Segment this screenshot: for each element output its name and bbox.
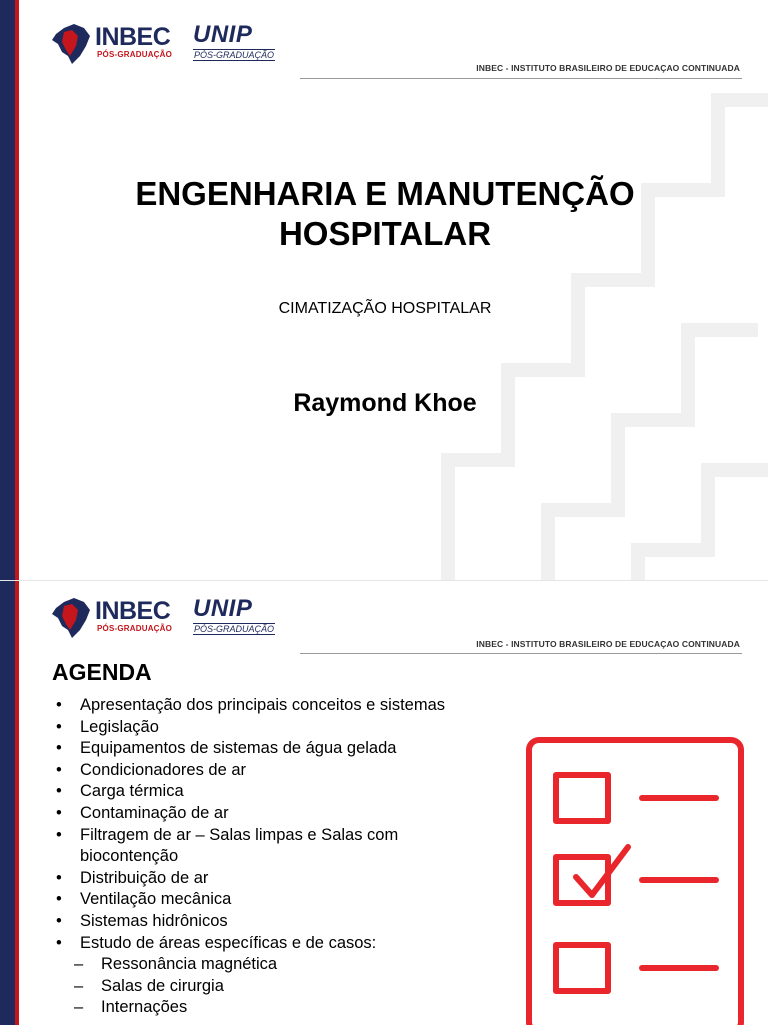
agenda-title: AGENDA	[52, 659, 152, 685]
agenda-item	[56, 868, 526, 890]
logo-group	[50, 22, 300, 70]
checklist-icon	[524, 735, 746, 1025]
agenda-item-text: Condicionadores de ar	[80, 760, 247, 779]
agenda-item-text: Legislação	[80, 717, 159, 736]
unip-logo-subtitle: PÓS-GRADUAÇÃO	[194, 624, 275, 634]
inbec-logo-text: INBEC	[95, 597, 171, 625]
course-title	[40, 174, 730, 254]
bullet-icon: •	[56, 933, 62, 952]
agenda-item	[56, 803, 526, 825]
dash-bullet-icon: –	[74, 955, 84, 974]
agenda-item-text: Equipamentos de sistemas de água gelada	[80, 739, 397, 758]
title-line-1: ENGENHARIA E MANUTENÇÃO	[135, 175, 635, 212]
agenda-item-text: Salas de cirurgia	[101, 976, 224, 995]
agenda-item-text: Distribuição de ar	[80, 868, 209, 887]
agenda-item-text: biocontenção	[80, 847, 179, 866]
agenda-item	[56, 954, 526, 976]
inbec-logo-subtitle: PÓS-GRADUAÇÃO	[97, 624, 173, 633]
agenda-item	[56, 911, 526, 933]
bullet-icon: •	[56, 890, 62, 909]
agenda-item	[56, 976, 526, 998]
inbec-logo-subtitle: PÓS-GRADUAÇÃO	[97, 50, 173, 59]
agenda-item-text: Internações	[101, 998, 188, 1017]
bullet-icon: •	[56, 782, 62, 801]
dash-bullet-icon: –	[74, 976, 84, 995]
agenda-item	[56, 825, 526, 847]
unip-logo-subtitle: PÓS-GRADUAÇÃO	[194, 50, 275, 60]
agenda-item	[56, 933, 526, 955]
agenda-list	[56, 695, 526, 1019]
inbec-logo-text: INBEC	[95, 23, 171, 51]
left-accent-stripe	[15, 0, 19, 580]
bullet-icon: •	[56, 717, 62, 736]
unip-logo-text: UNIP	[193, 21, 253, 48]
agenda-item	[56, 997, 526, 1019]
bullet-icon: •	[56, 739, 62, 758]
logo-group	[50, 596, 300, 644]
institute-name: INBEC - INSTITUTO BRASILEIRO DE EDUCAÇAO CONTINUADA	[476, 639, 740, 649]
left-accent-stripe	[15, 581, 19, 1025]
agenda-item-text: Sistemas hidrônicos	[80, 911, 228, 930]
agenda-item	[56, 846, 526, 868]
module-title: CIMATIZAÇÃO HOSPITALAR	[278, 300, 492, 317]
header-divider	[300, 653, 742, 654]
agenda-item	[56, 695, 526, 717]
institute-name: INBEC - INSTITUTO BRASILEIRO DE EDUCAÇAO CONTINUADA	[476, 63, 740, 73]
author-name: Raymond Khoe	[293, 389, 477, 417]
agenda-item-text: Ressonância magnética	[101, 955, 278, 974]
header-divider	[300, 78, 742, 79]
bullet-icon: •	[56, 868, 62, 887]
agenda-item	[56, 781, 526, 803]
brazil-map-icon	[50, 596, 94, 640]
left-accent-bar	[0, 581, 15, 1025]
title-line-2: HOSPITALAR	[278, 215, 492, 252]
agenda-item-text: Estudo de áreas específicas e de casos:	[80, 933, 377, 952]
agenda-item	[56, 889, 526, 911]
agenda-item-text: Apresentação dos principais conceitos e sistemas	[80, 696, 446, 714]
agenda-item-text: Carga térmica	[80, 782, 184, 801]
agenda-item	[56, 738, 526, 760]
bullet-icon: •	[56, 803, 62, 822]
agenda-item	[56, 717, 526, 739]
bullet-icon: •	[56, 911, 62, 930]
dash-bullet-icon: –	[74, 998, 84, 1017]
bullet-icon: •	[56, 696, 62, 714]
agenda-item	[56, 760, 526, 782]
agenda-item-text: Ventilação mecânica	[80, 890, 232, 909]
brazil-map-icon	[50, 22, 94, 66]
agenda-item-text: Contaminação de ar	[80, 803, 229, 822]
agenda-item-text: Filtragem de ar – Salas limpas e Salas com	[80, 825, 399, 844]
bullet-icon: •	[56, 825, 62, 844]
left-accent-bar	[0, 0, 15, 580]
unip-logo-text: UNIP	[193, 595, 253, 622]
bullet-icon: •	[56, 760, 62, 779]
agenda-slide	[0, 580, 768, 1025]
